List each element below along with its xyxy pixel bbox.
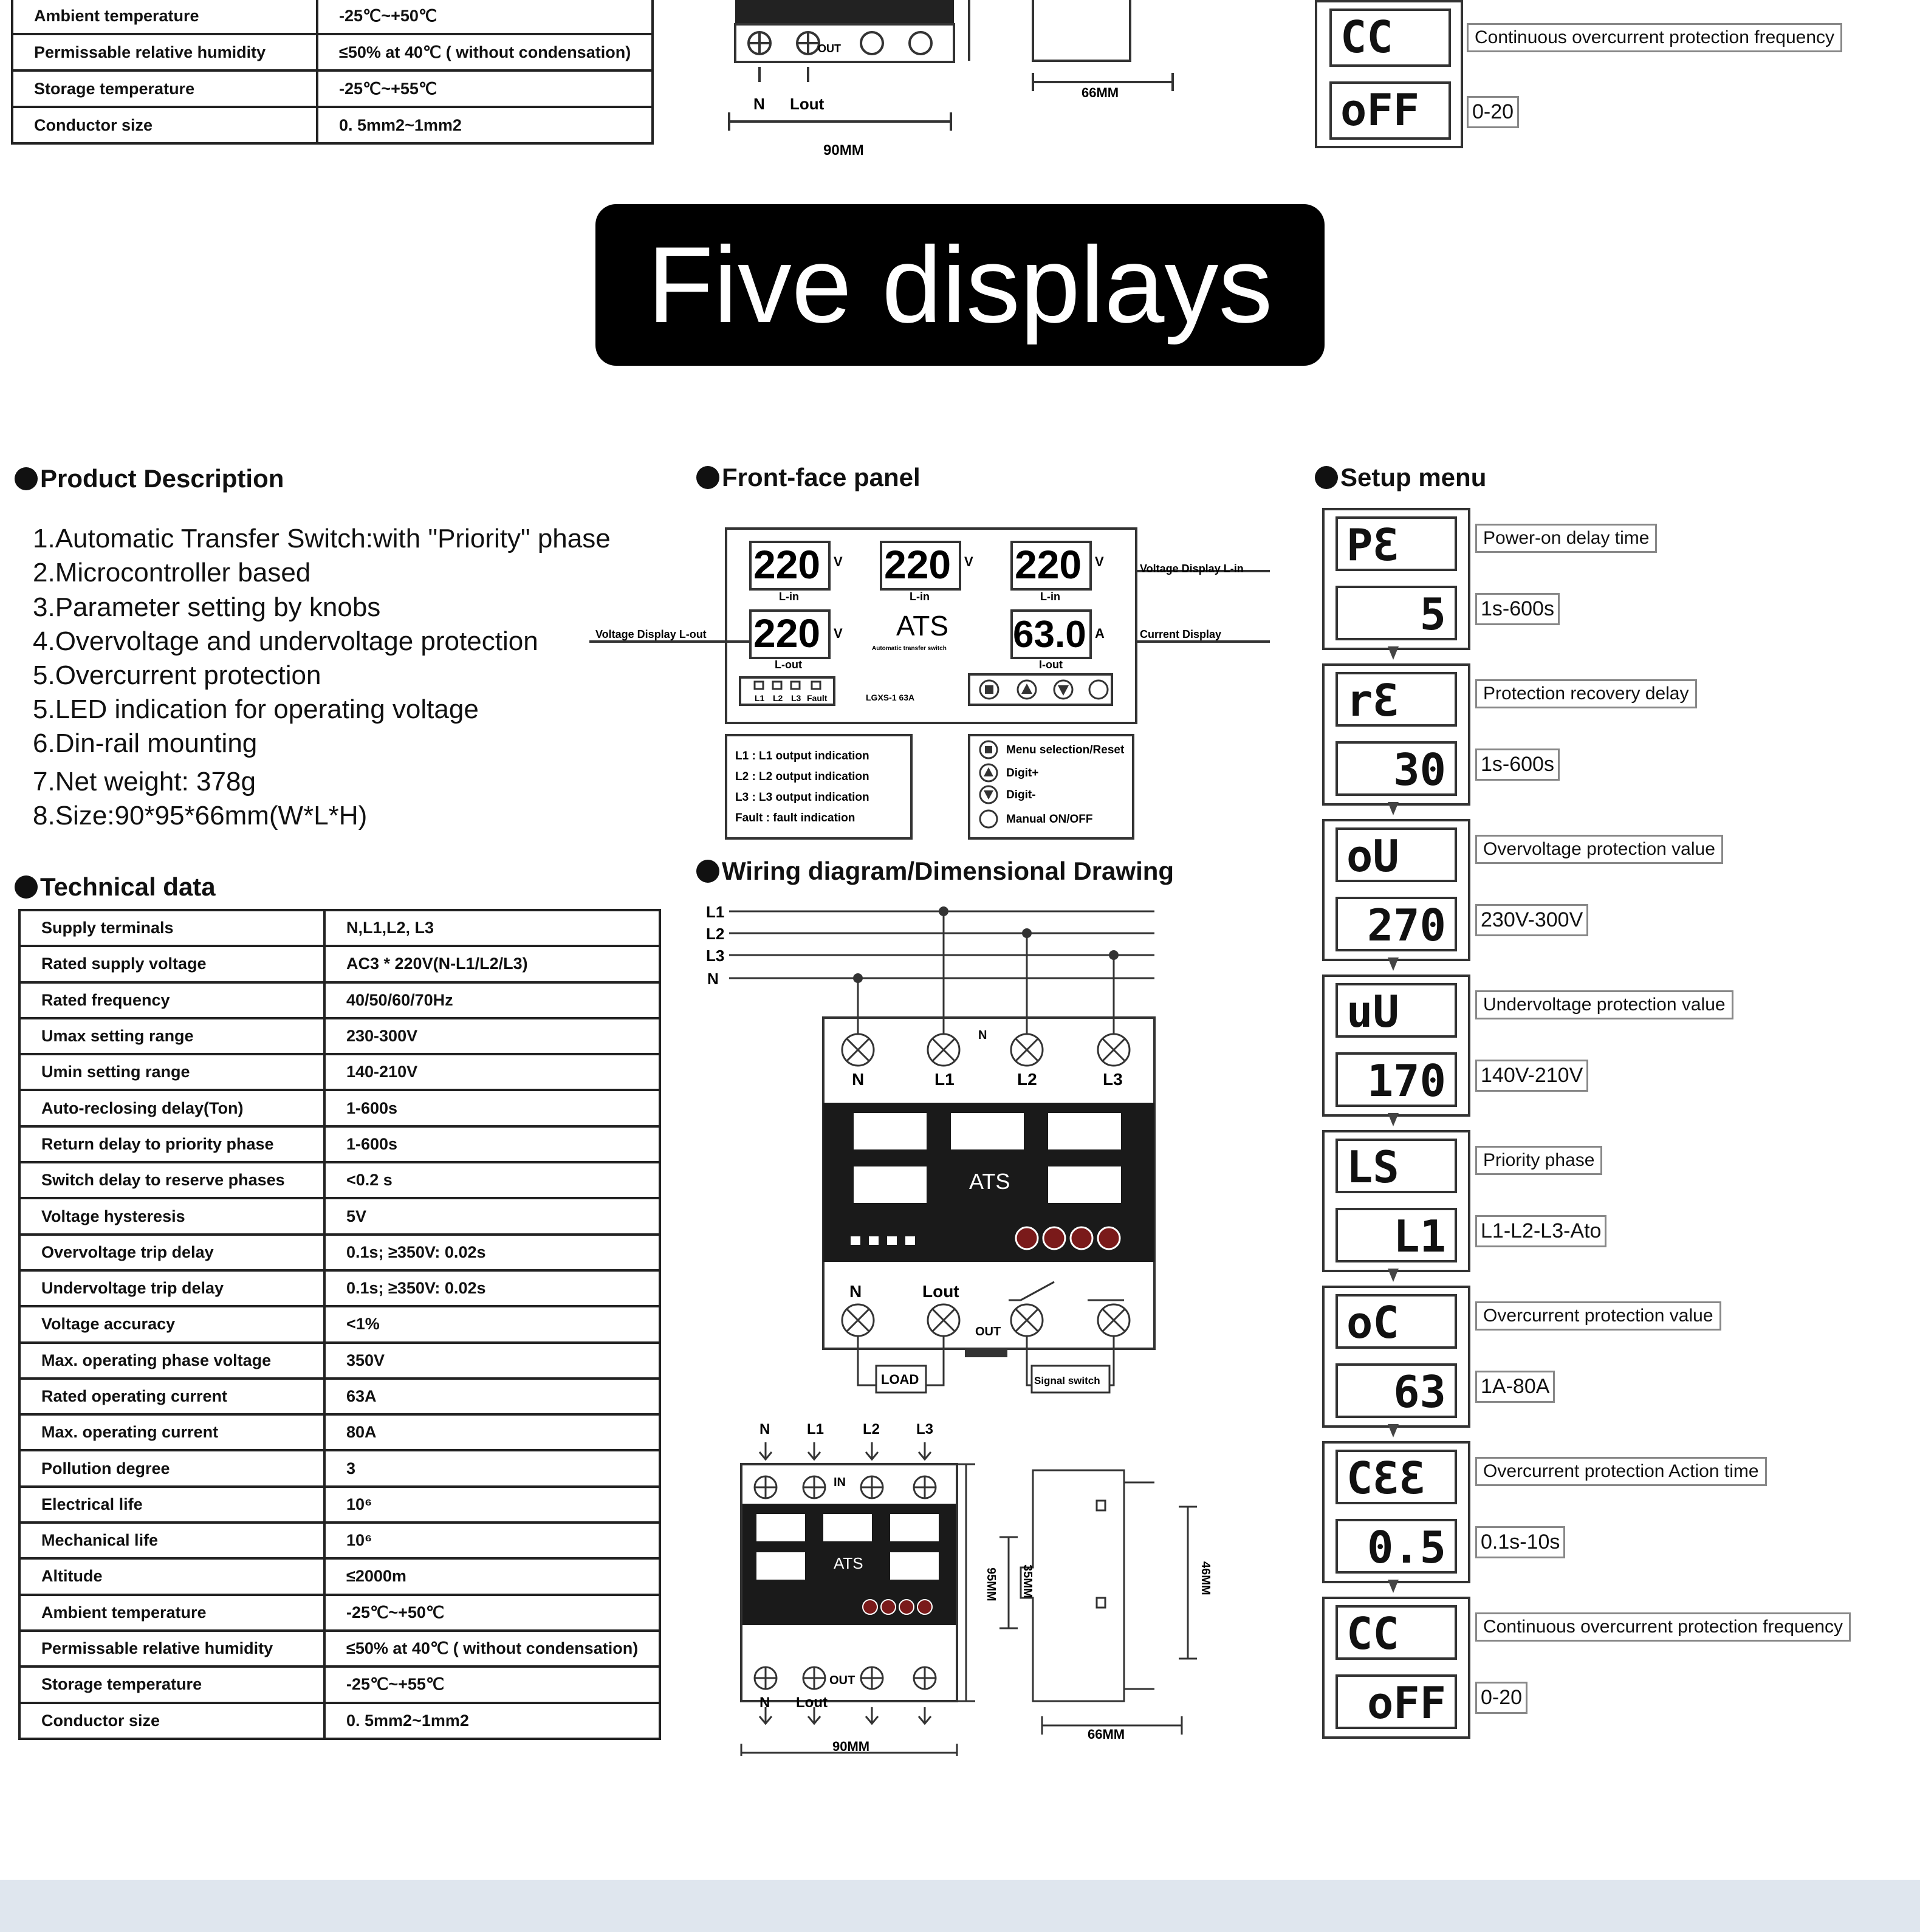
svg-text:Digit-: Digit- [1006, 789, 1036, 801]
svg-text:N: N [707, 970, 719, 988]
svg-text:ATS: ATS [969, 1169, 1010, 1194]
table-row [19, 1595, 660, 1631]
svg-text:46MM: 46MM [1199, 1561, 1212, 1595]
param-name: Max. operating phase voltage [19, 1343, 324, 1379]
power-button[interactable] [1089, 680, 1108, 699]
param-name: Rated supply voltage [19, 946, 324, 982]
menu-range: 1s-600s [1475, 748, 1560, 781]
menu-value-display: 270 [1335, 897, 1457, 951]
technical-table [18, 909, 661, 1740]
svg-text:Lout: Lout [922, 1282, 959, 1301]
table-row: Conductor size 0. 5mm2~1mm2 [12, 107, 653, 143]
wiring-diagram [699, 893, 1185, 1403]
current-display: 63.0 [1013, 614, 1086, 656]
svg-text:95MM: 95MM [984, 1567, 998, 1601]
menu-code-display: PƐ [1335, 516, 1457, 571]
param-name: Mechanical life [19, 1523, 324, 1558]
banner-title: Five displays [647, 224, 1273, 345]
svg-text:Lout: Lout [790, 95, 825, 113]
table-row [19, 1558, 660, 1594]
table-row [19, 982, 660, 1018]
param-name: Ambient temperature [19, 1595, 324, 1631]
svg-text:L1 : L1 output indication: L1 : L1 output indication [735, 750, 869, 762]
svg-text:OUT: OUT [818, 43, 841, 55]
section-title: Wiring diagram/Dimensional Drawing [696, 857, 1174, 886]
bullet-icon [15, 875, 38, 899]
svg-text:L2: L2 [706, 925, 725, 943]
setup-menu-item [1322, 508, 1470, 650]
param-name: Electrical life [19, 1487, 324, 1523]
svg-text:A: A [1095, 626, 1105, 641]
list-item: 6.Din-rail mounting [33, 728, 258, 758]
svg-text:Voltage Display L-in: Voltage Display L-in [1140, 563, 1244, 575]
svg-text:N: N [753, 95, 765, 113]
arrow-down-icon [1388, 646, 1399, 660]
arrow-down-icon [1388, 802, 1399, 815]
table-row: Permissable relative humidity ≤50% at 40℃ ( without condensation) [12, 34, 653, 70]
menu-code-display: uU [1335, 983, 1457, 1038]
voltage-display-out: 220 [753, 611, 821, 656]
param-name: Umax setting range [19, 1018, 324, 1054]
table-row [19, 1631, 660, 1667]
param-value: 230-300V [324, 1018, 660, 1054]
param-value: 63A [324, 1379, 660, 1414]
svg-text:V: V [834, 626, 843, 641]
list-item: 4.Overvoltage and undervoltage protection [33, 626, 538, 656]
param-value: 10⁶ [324, 1487, 660, 1523]
table-row [19, 1487, 660, 1523]
svg-text:I-out: I-out [1039, 659, 1063, 671]
arrow-down-icon [1388, 957, 1399, 971]
setup-menu-item [1322, 1130, 1470, 1272]
param-value: N,L1,L2, L3 [324, 910, 660, 946]
svg-text:35MM: 35MM [1021, 1564, 1034, 1598]
front-panel-diagram [589, 522, 1276, 844]
svg-text:L1: L1 [934, 1070, 955, 1089]
param-name: Pollution degree [19, 1450, 324, 1486]
param-name: Switch delay to reserve phases [19, 1162, 324, 1198]
list-item: 3.Parameter setting by knobs [33, 592, 381, 622]
menu-value-display: 30 [1335, 741, 1457, 796]
param-value: 40/50/60/70Hz [324, 982, 660, 1018]
list-item: 1.Automatic Transfer Switch:with "Priority" phase [33, 524, 611, 553]
menu-label: Overvoltage protection value [1475, 835, 1723, 864]
param-value: ≤50% at 40℃ ( without condensation) [324, 1631, 660, 1667]
svg-text:L-in: L-in [1040, 591, 1060, 603]
list-item: 5.LED indication for operating voltage [33, 694, 479, 724]
menu-label: Protection recovery delay [1475, 679, 1697, 708]
param-value: AC3 * 220V(N-L1/L2/L3) [324, 946, 660, 982]
svg-text:Signal switch: Signal switch [1034, 1375, 1100, 1386]
svg-text:N: N [759, 1694, 770, 1711]
top-partial-menu: CC oFF [1315, 0, 1463, 148]
param-value: 0.1s; ≥350V: 0.02s [324, 1270, 660, 1306]
param-name: Permissable relative humidity [19, 1631, 324, 1667]
section-title: Technical data [15, 872, 216, 902]
param-name: Voltage hysteresis [19, 1198, 324, 1234]
menu-value-display: L1 [1335, 1208, 1457, 1262]
setup-menu-item [1322, 819, 1470, 961]
svg-text:L2: L2 [863, 1421, 880, 1437]
table-row: Storage temperature -25℃~+55℃ [12, 70, 653, 107]
list-item: 2.Microcontroller based [33, 558, 311, 587]
setup-menu-item [1322, 663, 1470, 806]
table-row [19, 1090, 660, 1126]
svg-text:Digit+: Digit+ [1006, 767, 1039, 779]
section-title: Front-face panel [696, 463, 921, 492]
svg-text:LGXS-1 63A: LGXS-1 63A [866, 693, 915, 702]
table-row [19, 1523, 660, 1558]
menu-label: Power-on delay time [1475, 524, 1657, 553]
table-row [19, 1306, 660, 1342]
svg-text:N: N [852, 1070, 865, 1089]
svg-text:OUT: OUT [829, 1674, 855, 1687]
menu-label: Overcurrent protection value [1475, 1301, 1721, 1331]
svg-text:OUT: OUT [975, 1325, 1001, 1338]
svg-text:Automatic transfer switch: Automatic transfer switch [872, 645, 947, 652]
section-title: Setup menu [1315, 463, 1486, 492]
menu-label: Priority phase [1475, 1146, 1602, 1175]
svg-text:N: N [759, 1421, 770, 1437]
menu-range: 230V-300V [1475, 904, 1588, 936]
menu-range: 1s-600s [1475, 593, 1560, 625]
bullet-icon [696, 466, 719, 489]
table-row [19, 1450, 660, 1486]
setup-menu-item [1322, 975, 1470, 1117]
svg-text:L1: L1 [755, 693, 765, 703]
svg-text:L-in: L-in [779, 591, 799, 603]
arrow-down-icon [1388, 1269, 1399, 1282]
table-row [19, 1343, 660, 1379]
svg-text:Lout: Lout [796, 1694, 828, 1711]
banner [595, 204, 1325, 366]
param-name: Altitude [19, 1558, 324, 1594]
list-item: 7.Net weight: 378g [33, 767, 256, 796]
top-partial-table [11, 0, 654, 145]
param-name: Voltage accuracy [19, 1306, 324, 1342]
param-value: <1% [324, 1306, 660, 1342]
param-value: -25℃~+55℃ [324, 1667, 660, 1702]
svg-text:Voltage Display L-out: Voltage Display L-out [595, 628, 707, 640]
param-name: Storage temperature [19, 1667, 324, 1702]
menu-value-display: oFF [1335, 1674, 1457, 1729]
menu-label: Undervoltage protection value [1475, 990, 1733, 1019]
param-value: 0. 5mm2~1mm2 [324, 1703, 660, 1739]
param-value: 1-600s [324, 1126, 660, 1162]
param-name: Rated frequency [19, 982, 324, 1018]
svg-text:Fault : fault indication: Fault : fault indication [735, 812, 855, 824]
menu-range: 0-20 [1475, 1682, 1527, 1714]
svg-text:Fault: Fault [807, 693, 828, 703]
svg-text:90MM: 90MM [823, 142, 864, 159]
table-row [19, 946, 660, 982]
section-title: Product Description [15, 464, 284, 493]
table-row [19, 1379, 660, 1414]
table-row [19, 1270, 660, 1306]
setup-menu-item [1322, 1441, 1470, 1583]
bullet-icon [15, 467, 38, 490]
table-row: Ambient temperature -25℃~+50℃ [12, 0, 653, 34]
dimensional-drawing [729, 1416, 1246, 1756]
menu-code-display: rƐ [1335, 672, 1457, 727]
arrow-down-icon [1388, 1424, 1399, 1437]
menu-value-display: 170 [1335, 1052, 1457, 1107]
arrow-down-icon [1388, 1580, 1399, 1593]
table-row [19, 1667, 660, 1702]
param-name: Undervoltage trip delay [19, 1270, 324, 1306]
menu-value-display: 0.5 [1335, 1519, 1457, 1574]
svg-text:L3: L3 [1103, 1070, 1123, 1089]
param-name: Rated operating current [19, 1379, 324, 1414]
bullet-icon [696, 860, 719, 883]
footer-band [0, 1880, 1920, 1932]
svg-text:L2: L2 [1017, 1070, 1037, 1089]
param-value: 140-210V [324, 1054, 660, 1090]
param-name: Overvoltage trip delay [19, 1235, 324, 1270]
voltage-display-3: 220 [1015, 542, 1082, 587]
param-value: 1-600s [324, 1090, 660, 1126]
param-value: -25℃~+50℃ [324, 1595, 660, 1631]
ats-label: ATS [896, 610, 949, 642]
table-row [19, 1162, 660, 1198]
svg-text:L-in: L-in [910, 591, 930, 603]
menu-code-display: LS [1335, 1139, 1457, 1193]
param-value: 80A [324, 1414, 660, 1450]
param-name: Auto-reclosing delay(Ton) [19, 1090, 324, 1126]
svg-text:L3 : L3 output indication: L3 : L3 output indication [735, 791, 869, 804]
menu-code-display: CC [1335, 1605, 1457, 1660]
arrow-down-icon [1388, 1113, 1399, 1126]
menu-value-display: 63 [1335, 1363, 1457, 1418]
table-row [19, 910, 660, 946]
top-partial-drawing [717, 0, 1203, 164]
table-row [19, 1198, 660, 1234]
svg-text:L2 : L2 output indication: L2 : L2 output indication [735, 770, 869, 783]
svg-text:L3: L3 [916, 1421, 934, 1437]
menu-code-display: CƐƐ [1335, 1450, 1457, 1504]
svg-text:V: V [834, 554, 843, 569]
svg-text:N: N [978, 1029, 987, 1042]
param-value: 0.1s; ≥350V: 0.02s [324, 1235, 660, 1270]
param-value: 3 [324, 1450, 660, 1486]
param-value: ≤2000m [324, 1558, 660, 1594]
svg-text:LOAD: LOAD [881, 1372, 919, 1387]
param-name: Conductor size [19, 1703, 324, 1739]
bullet-icon [1315, 466, 1338, 489]
param-name: Umin setting range [19, 1054, 324, 1090]
table-row [19, 1703, 660, 1739]
svg-text:Menu selection/Reset: Menu selection/Reset [1006, 744, 1125, 756]
menu-value-display: 5 [1335, 586, 1457, 640]
menu-range: 1A-80A [1475, 1371, 1555, 1403]
param-value: 350V [324, 1343, 660, 1379]
setup-menu-item [1322, 1597, 1470, 1739]
voltage-display-1: 220 [753, 542, 821, 587]
setup-menu-item [1322, 1286, 1470, 1428]
svg-text:V: V [1095, 554, 1104, 569]
svg-text:L2: L2 [773, 693, 783, 703]
svg-text:L-out: L-out [775, 659, 802, 671]
table-row [19, 1018, 660, 1054]
menu-label: Continuous overcurrent protection frequency [1475, 1612, 1851, 1642]
svg-text:90MM: 90MM [832, 1739, 870, 1754]
param-value: <0.2 s [324, 1162, 660, 1198]
menu-range: 0.1s-10s [1475, 1526, 1565, 1558]
list-item: 5.Overcurrent protection [33, 660, 321, 690]
param-value: 10⁶ [324, 1523, 660, 1558]
menu-range: L1-L2-L3-Ato [1475, 1215, 1606, 1247]
param-value: 5V [324, 1198, 660, 1234]
svg-text:Manual ON/OFF: Manual ON/OFF [1006, 813, 1093, 826]
svg-text:L1: L1 [807, 1421, 825, 1437]
table-row [19, 1126, 660, 1162]
menu-range: 140V-210V [1475, 1060, 1588, 1092]
svg-text:Current Display: Current Display [1140, 628, 1222, 640]
table-row [19, 1054, 660, 1090]
svg-text:IN: IN [834, 1476, 846, 1489]
svg-text:L1: L1 [706, 903, 725, 921]
svg-text:V: V [964, 554, 973, 569]
menu-code-display: oU [1335, 827, 1457, 882]
param-name: Supply terminals [19, 910, 324, 946]
table-row [19, 1235, 660, 1270]
svg-text:L3: L3 [791, 693, 801, 703]
param-name: Max. operating current [19, 1414, 324, 1450]
svg-text:66MM: 66MM [1082, 85, 1119, 100]
list-item: 8.Size:90*95*66mm(W*L*H) [33, 801, 368, 831]
svg-text:L3: L3 [706, 947, 725, 965]
param-name: Return delay to priority phase [19, 1126, 324, 1162]
menu-label: Overcurrent protection Action time [1475, 1457, 1767, 1486]
svg-text:66MM: 66MM [1088, 1727, 1125, 1742]
svg-text:N: N [849, 1282, 862, 1301]
svg-text:ATS: ATS [834, 1554, 863, 1572]
voltage-display-2: 220 [884, 542, 951, 587]
menu-code-display: oC [1335, 1294, 1457, 1349]
table-row [19, 1414, 660, 1450]
